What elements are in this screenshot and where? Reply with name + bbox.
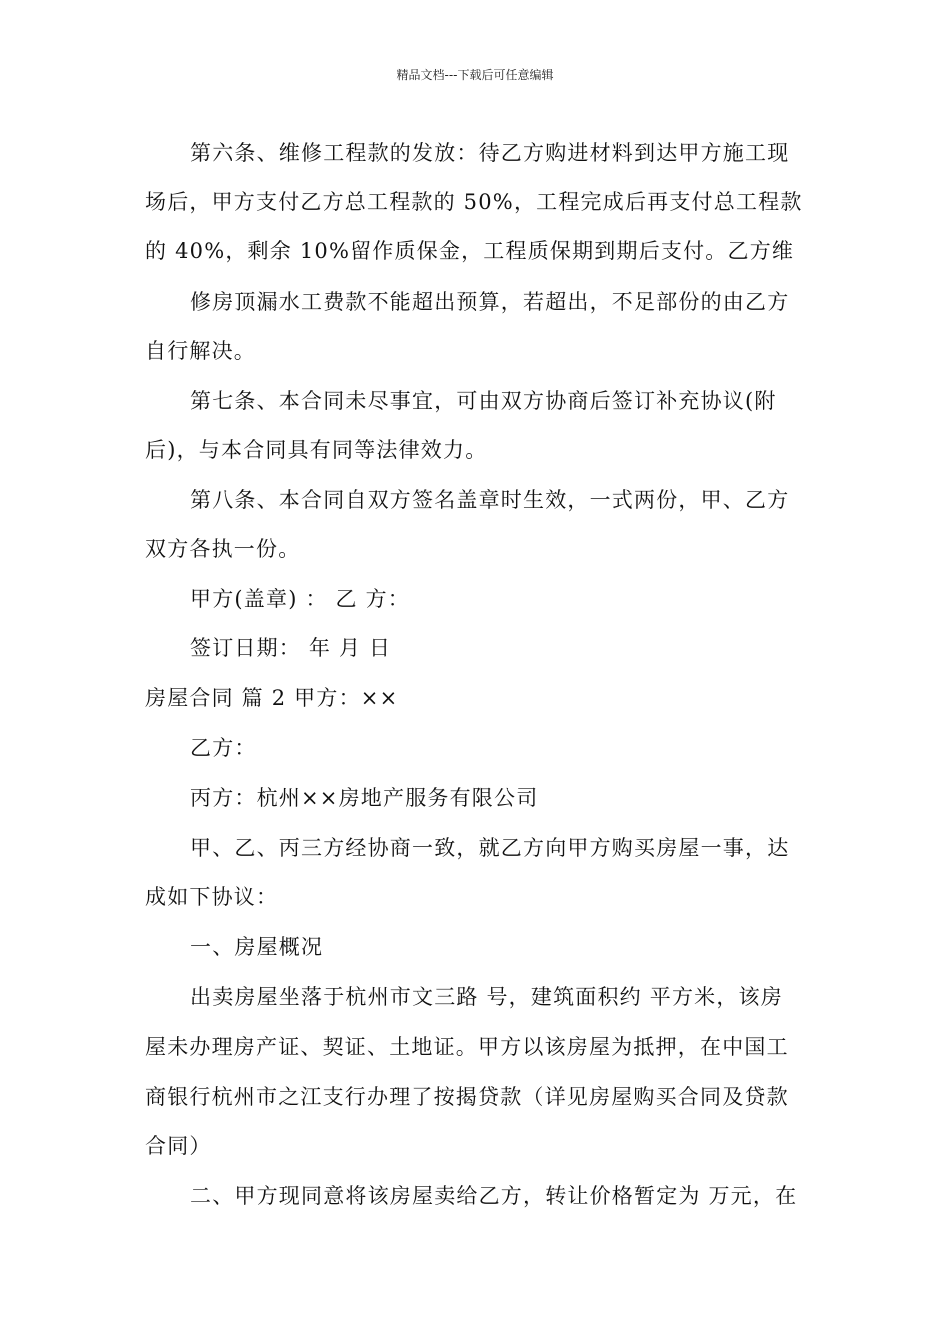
paragraph-line: 二、甲方现同意将该房屋卖给乙方，转让价格暂定为 万元，在 (190, 1184, 798, 1208)
paragraph-line: 自行解决。 (145, 339, 256, 363)
paragraph-line: 屋未办理房产证、契证、土地证。甲方以该房屋为抵押，在中国工 (145, 1035, 789, 1059)
paragraph-line: 双方各执一份。 (145, 537, 301, 561)
paragraph-line: 甲、乙、丙三方经协商一致，就乙方向甲方购买房屋一事，达 (190, 836, 790, 860)
section-heading: 一、房屋概况 (190, 935, 324, 959)
signature-line-date: 签订日期： 年 月 日 (190, 636, 392, 660)
section-title: 房屋合同 篇 2 甲方：×× (145, 686, 399, 710)
paragraph-line: 出卖房屋坐落于杭州市文三路 号，建筑面积约 平方米，该房 (190, 985, 783, 1009)
paragraph-line: 成如下协议： (145, 885, 279, 909)
party-c-line: 丙方：杭州××房地产服务有限公司 (190, 786, 539, 810)
page-header: 精品文档---下载后可任意编辑 (396, 68, 554, 82)
signature-line-parties: 甲方(盖章) ： 乙 方： (190, 587, 411, 611)
paragraph-line: 的 40%，剩余 10%留作质保金，工程质保期到期后支付。乙方维 (145, 239, 795, 263)
paragraph-line: 第八条、本合同自双方签名盖章时生效，一式两份，甲、乙方 (190, 488, 790, 512)
paragraph-line: 合同） (145, 1134, 212, 1158)
paragraph-line: 第六条、维修工程款的发放：待乙方购进材料到达甲方施工现 (190, 141, 790, 165)
paragraph-line: 后)，与本合同具有同等法律效力。 (145, 438, 488, 462)
paragraph-line: 场后，甲方支付乙方总工程款的 50%，工程完成后再支付总工程款 (145, 190, 803, 214)
paragraph-line: 商银行杭州市之江支行办理了按揭贷款（详见房屋购买合同及贷款 (145, 1085, 789, 1109)
paragraph-line: 修房顶漏水工费款不能超出预算，若超出，不足部份的由乙方 (190, 290, 790, 314)
party-b-line: 乙方： (190, 736, 257, 760)
paragraph-line: 第七条、本合同未尽事宜，可由双方协商后签订补充协议(附 (190, 389, 777, 413)
